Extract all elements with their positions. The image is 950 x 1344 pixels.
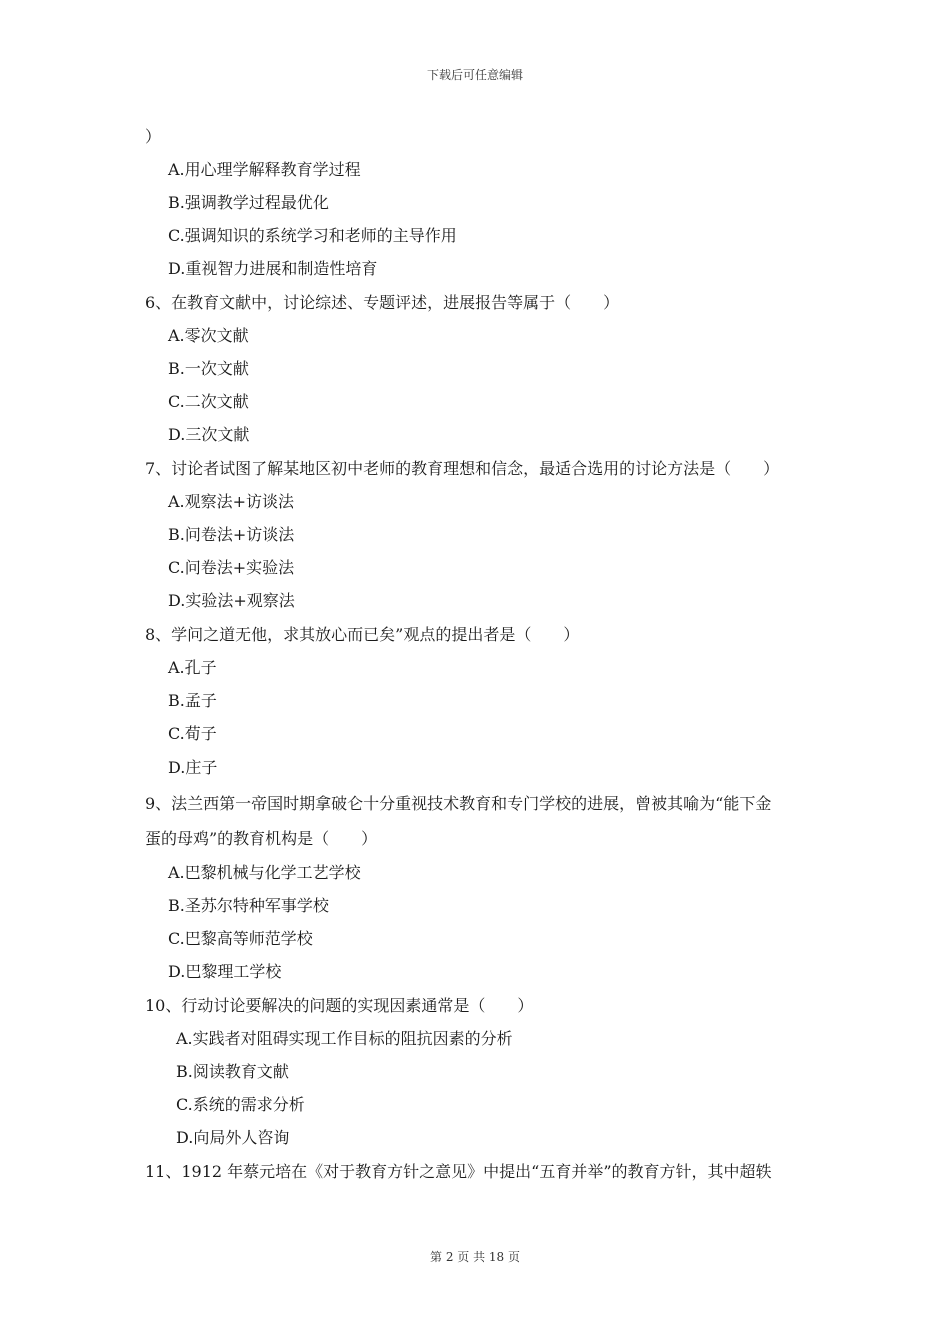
option-7c: C.问卷法+实验法 xyxy=(168,558,295,577)
question-10: 10、行动讨论要解决的问题的实现因素通常是（ ） xyxy=(145,996,534,1015)
option-8c: C.荀子 xyxy=(168,724,217,743)
option-6c: C.二次文献 xyxy=(168,392,249,411)
option-5c: C.强调知识的系统学习和老师的主导作用 xyxy=(168,226,457,245)
question-8: 8、学问之道无他，求其放心而已矣”观点的提出者是（ ） xyxy=(145,625,580,644)
option-10b: B.阅读教育文献 xyxy=(176,1062,289,1081)
question-9: 9、法兰西第一帝国时期拿破仑十分重视技术教育和专门学校的进展，曾被其喻为“能下金 xyxy=(145,794,772,813)
option-5d: D.重视智力进展和制造性培育 xyxy=(168,259,378,278)
option-5b: B.强调教学过程最优化 xyxy=(168,193,329,212)
page-header: 下载后可任意编辑 xyxy=(426,68,523,82)
question-continuation: ） xyxy=(145,127,162,146)
option-8d: D.庄子 xyxy=(168,758,218,777)
option-8a: A.孔子 xyxy=(168,658,217,677)
question-7: 7、讨论者试图了解某地区初中老师的教育理想和信念，最适合选用的讨论方法是（ ） xyxy=(145,459,780,478)
option-9c: C.巴黎高等师范学校 xyxy=(168,929,313,948)
option-5a: A.用心理学解释教育学过程 xyxy=(168,160,361,179)
option-8b: B.孟子 xyxy=(168,691,217,710)
question-9-continued: 蛋的母鸡”的教育机构是（ ） xyxy=(145,829,378,848)
option-7b: B.问卷法+访谈法 xyxy=(168,525,295,544)
option-9a: A.巴黎机械与化学工艺学校 xyxy=(168,863,361,882)
option-9d: D.巴黎理工学校 xyxy=(168,962,282,981)
option-10d: D.向局外人咨询 xyxy=(176,1128,290,1147)
option-7a: A.观察法+访谈法 xyxy=(168,492,295,511)
page-footer: 第 2 页 共 18 页 xyxy=(430,1250,520,1264)
option-6a: A.零次文献 xyxy=(168,326,249,345)
question-11: 11、1912 年蔡元培在《对于教育方针之意见》中提出“五育并举”的教育方针，其中超轶 xyxy=(145,1162,772,1181)
option-9b: B.圣苏尔特种军事学校 xyxy=(168,896,329,915)
option-10c: C.系统的需求分析 xyxy=(176,1095,305,1114)
option-6d: D.三次文献 xyxy=(168,425,250,444)
option-6b: B.一次文献 xyxy=(168,359,249,378)
option-10a: A.实践者对阻碍实现工作目标的阻抗因素的分析 xyxy=(176,1029,513,1048)
question-6: 6、在教育文献中，讨论综述、专题评述，进展报告等属于（ ） xyxy=(145,293,620,312)
option-7d: D.实验法+观察法 xyxy=(168,591,295,610)
